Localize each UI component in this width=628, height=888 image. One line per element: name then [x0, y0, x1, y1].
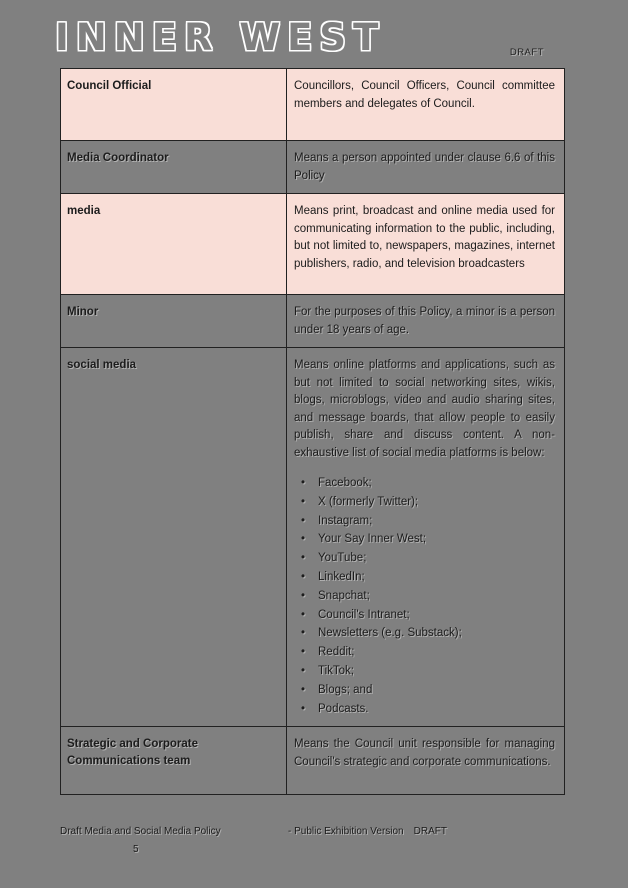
platform-bullet-item: • Reddit;: [299, 643, 555, 662]
table-row: [61, 69, 564, 140]
definition-text: Means the Council unit responsible for managing Council's strategic and corporate communications.: [294, 738, 555, 768]
footer-version: [288, 826, 447, 837]
platform-bullet-item: • Blogs; and: [299, 681, 555, 700]
platform-bullet-item: • Facebook;: [299, 474, 555, 493]
table-row: [61, 726, 564, 794]
platform-bullet-list: [294, 474, 555, 718]
definition-text: Means a person appointed under clause 6.6 of this Policy: [294, 152, 555, 182]
definition-cell: [286, 69, 564, 140]
footer-document-title: Draft Media and Social Media Policy: [60, 826, 221, 837]
definition-cell: [286, 141, 564, 193]
definition-text: Councillors, Council Officers, Council committee members and delegates of Council.: [294, 80, 555, 110]
table-row: [61, 294, 564, 347]
term-cell: Strategic and Corporate Communications team: [67, 738, 198, 768]
platform-bullet-item: • Your Say Inner West;: [299, 530, 555, 549]
platform-bullet-item: • Newsletters (e.g. Substack);: [299, 624, 555, 643]
platform-bullet-item: • Podcasts.: [299, 700, 555, 719]
term-cell: social media: [67, 359, 137, 371]
term-cell: media: [67, 205, 101, 217]
term-cell: Media Coordinator: [67, 152, 169, 164]
term-cell: Minor: [67, 306, 99, 318]
definition-text: For the purposes of this Policy, a minor is a person under 18 years of age.: [294, 306, 555, 336]
platform-bullet-item: • YouTube;: [299, 549, 555, 568]
inner-west-logo: INNER WEST: [55, 16, 386, 59]
table-row: [61, 347, 564, 726]
footer-version-label: - Public Exhibition Version: [288, 826, 404, 837]
platform-bullet-item: • TikTok;: [299, 662, 555, 681]
term-cell: Council Official: [67, 80, 152, 92]
definition-cell: [286, 727, 564, 794]
definition-cell: [286, 194, 564, 294]
definition-cell: [286, 348, 564, 726]
definition-text: Means online platforms and applications, such as but not limited to social networking sites, wikis, blogs, microblogs, video and audio sharing sites, and message boards, that allow people to easily publish, share and discuss content. A non-exhaustive list of social media platforms is below:: [294, 359, 555, 459]
draft-watermark-top: DRAFT: [509, 47, 544, 58]
table-row: [61, 193, 564, 294]
definition-cell: [286, 295, 564, 347]
table-row: [61, 140, 564, 193]
platform-bullet-item: • Council's Intranet;: [299, 606, 555, 625]
platform-bullet-item: • Instagram;: [299, 512, 555, 531]
definitions-table: [60, 68, 565, 795]
page-number: 5: [133, 844, 139, 855]
platform-bullet-item: • Snapchat;: [299, 587, 555, 606]
definition-text: Means print, broadcast and online media used for communicating information to the public, including, but not limited to, newspapers, magazines, internet publishers, radio, and television broadcasters: [294, 205, 555, 270]
platform-bullet-item: • LinkedIn;: [299, 568, 555, 587]
platform-bullet-item: • X (formerly Twitter);: [299, 493, 555, 512]
footer-draft-label: DRAFT: [413, 826, 447, 837]
